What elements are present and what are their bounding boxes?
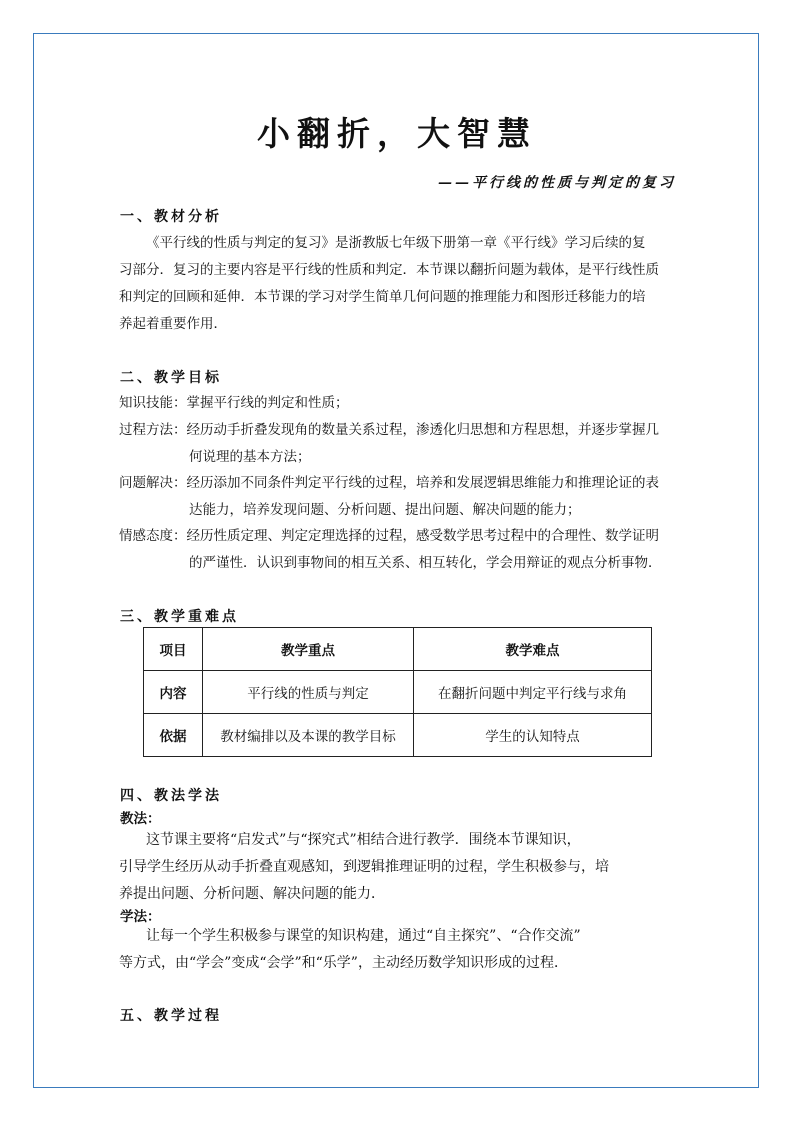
paragraph-line: 让每一个学生积极参与课堂的知识构建，通过“自主探究”、“合作交流” [146, 928, 581, 944]
section-heading-2: 二、教学目标 [120, 370, 222, 386]
paragraph-line: 《平行线的性质与判定的复习》是浙教版七年级下册第一章《平行线》学习后续的复 [146, 235, 646, 251]
paragraph-line: 养提出问题、分析问题、解决问题的能力． [119, 886, 385, 902]
goal-knowledge [119, 390, 677, 417]
document-subtitle: ——平行线的性质与判定的复习 [438, 175, 676, 191]
table-header-cell: 教学难点 [414, 628, 652, 671]
goal-attitude [119, 523, 677, 577]
goal-text: 的严谨性．认识到事物间的相互关系、相互转化，学会用辩证的观点分析事物． [189, 555, 662, 571]
teaching-method-label: 教法： [120, 811, 161, 827]
goal-text: 经历性质定理、判定定理选择的过程，感受数学思考过程中的合理性、数学证明 [186, 528, 659, 544]
goal-text: 经历添加不同条件判定平行线的过程，培养和发展逻辑思维能力和推理论证的表 [186, 475, 659, 491]
table-header-cell: 教学重点 [203, 628, 414, 671]
learning-method-paragraph [119, 923, 675, 977]
table-header-cell: 项目 [144, 628, 203, 671]
table-cell: 教材编排以及本课的教学目标 [203, 714, 414, 757]
goal-text: 何说理的基本方法； [189, 449, 311, 465]
table-header-row [144, 628, 652, 671]
table-row [144, 714, 652, 757]
goal-label: 知识技能： [119, 395, 187, 411]
table-cell: 在翻折问题中判定平行线与求角 [414, 671, 652, 714]
table-cell: 学生的认知特点 [414, 714, 652, 757]
paragraph-line: 等方式，由“学会”变成“会学”和“乐学”，主动经历数学知识形成的过程． [119, 955, 568, 971]
table-row [144, 671, 652, 714]
section-1-paragraph [119, 230, 675, 338]
goal-text: 达能力，培养发现问题、分析问题、提出问题、解决问题的能力； [189, 502, 581, 518]
teaching-method-paragraph [119, 827, 675, 908]
section-heading-5: 五、教学过程 [120, 1008, 222, 1024]
table-cell: 依据 [144, 714, 203, 757]
table-cell: 内容 [144, 671, 203, 714]
goal-text: 经历动手折叠发现角的数量关系过程，渗透化归思想和方程思想，并逐步掌握几 [186, 422, 659, 438]
goal-label: 过程方法： [119, 422, 187, 438]
paragraph-line: 这节课主要将“启发式”与“探究式”相结合进行教学．围绕本节课知识， [146, 832, 581, 848]
paragraph-line: 习部分．复习的主要内容是平行线的性质和判定．本节课以翻折问题为载体，是平行线性质 [119, 262, 659, 278]
paragraph-line: 和判定的回顾和延伸．本节课的学习对学生简单几何问题的推理能力和图形迁移能力的培 [119, 289, 646, 305]
paragraph-line: 引导学生经历从动手折叠直观感知，到逻辑推理证明的过程，学生积极参与，培 [119, 859, 609, 875]
table-cell: 平行线的性质与判定 [203, 671, 414, 714]
document-title: 小翻折，大智慧 [257, 114, 537, 153]
section-heading-1: 一、教材分析 [120, 209, 222, 225]
goal-label: 问题解决： [119, 475, 187, 491]
paragraph-line: 养起着重要作用． [119, 316, 227, 332]
section-heading-4: 四、教法学法 [120, 788, 222, 804]
section-heading-3: 三、教学重难点 [120, 609, 239, 625]
learning-method-label: 学法： [120, 909, 161, 925]
goal-problem-solving [119, 470, 677, 524]
goal-process [119, 417, 677, 471]
goal-label: 情感态度： [119, 528, 187, 544]
key-points-table [143, 627, 652, 757]
goal-text: 掌握平行线的判定和性质； [186, 395, 349, 411]
